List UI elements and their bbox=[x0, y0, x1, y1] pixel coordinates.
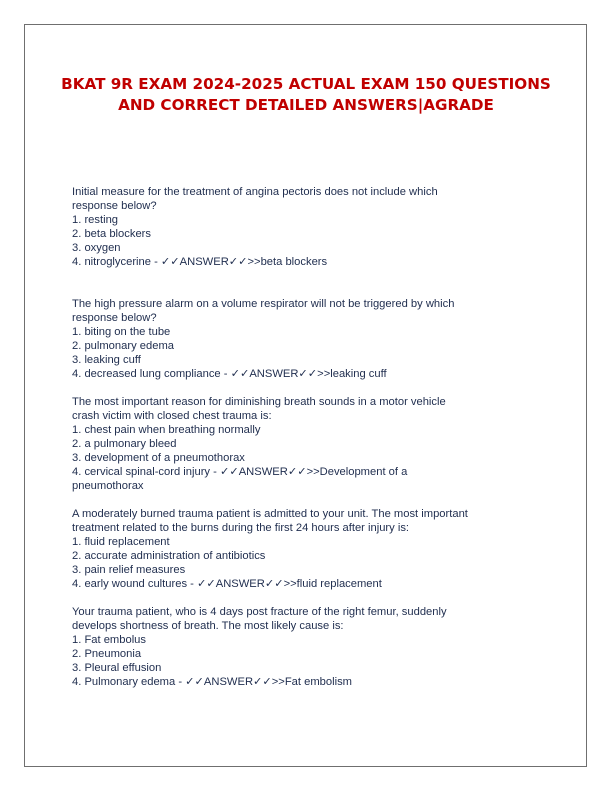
correct-answer-line: 4. decreased lung compliance - ✓✓ANSWER✓✓>>leaking cuff bbox=[72, 368, 387, 380]
answer-option: 1. fluid replacement bbox=[72, 536, 170, 548]
question-block-5 bbox=[72, 605, 572, 689]
answer-option: 3. leaking cuff bbox=[72, 354, 141, 366]
question-text-line: A moderately burned trauma patient is admitted to your unit. The most important bbox=[72, 508, 468, 520]
correct-answer-line: pneumothorax bbox=[72, 480, 144, 492]
question-text-line: Initial measure for the treatment of angina pectoris does not include which bbox=[72, 186, 438, 198]
answer-option: 2. beta blockers bbox=[72, 228, 151, 240]
question-block-2 bbox=[72, 297, 572, 381]
correct-answer-line: 4. nitroglycerine - ✓✓ANSWER✓✓>>beta blockers bbox=[72, 256, 328, 268]
answer-option: 1. chest pain when breathing normally bbox=[72, 424, 261, 436]
answer-option: 3. development of a pneumothorax bbox=[72, 452, 245, 464]
question-text-line: crash victim with closed chest trauma is: bbox=[72, 410, 272, 422]
question-text-line: The high pressure alarm on a volume respirator will not be triggered by which bbox=[72, 298, 455, 310]
document-title bbox=[40, 74, 572, 116]
title-line-2: AND CORRECT DETAILED ANSWERS|AGRADE bbox=[118, 96, 494, 114]
question-block-1 bbox=[72, 185, 572, 269]
answer-option: 1. Fat embolus bbox=[72, 634, 146, 646]
answer-option: 2. a pulmonary bleed bbox=[72, 438, 177, 450]
questions-list bbox=[72, 185, 572, 689]
answer-option: 2. accurate administration of antibiotics bbox=[72, 550, 266, 562]
question-text-line: treatment related to the burns during the first 24 hours after injury is: bbox=[72, 522, 410, 534]
question-text-line: develops shortness of breath. The most likely cause is: bbox=[72, 620, 344, 632]
question-text-line: Your trauma patient, who is 4 days post fracture of the right femur, suddenly bbox=[72, 606, 447, 618]
answer-option: 2. pulmonary edema bbox=[72, 340, 174, 352]
question-text-line: response below? bbox=[72, 200, 157, 212]
answer-option: 3. Pleural effusion bbox=[72, 662, 162, 674]
question-block-3 bbox=[72, 395, 572, 493]
question-text-line: response below? bbox=[72, 312, 157, 324]
correct-answer-line: 4. Pulmonary edema - ✓✓ANSWER✓✓>>Fat embolism bbox=[72, 676, 352, 688]
correct-answer-line: 4. early wound cultures - ✓✓ANSWER✓✓>>fluid replacement bbox=[72, 578, 382, 590]
question-text-line: The most important reason for diminishing breath sounds in a motor vehicle bbox=[72, 396, 446, 408]
answer-option: 1. resting bbox=[72, 214, 119, 226]
correct-answer-line: 4. cervical spinal-cord injury - ✓✓ANSWER✓✓>>Development of a bbox=[72, 466, 408, 478]
answer-option: 3. pain relief measures bbox=[72, 564, 186, 576]
answer-option: 3. oxygen bbox=[72, 242, 121, 254]
answer-option: 1. biting on the tube bbox=[72, 326, 171, 338]
question-block-4 bbox=[72, 507, 572, 591]
answer-option: 2. Pneumonia bbox=[72, 648, 142, 660]
title-line-1: BKAT 9R EXAM 2024-2025 ACTUAL EXAM 150 QUESTIONS bbox=[61, 75, 551, 93]
